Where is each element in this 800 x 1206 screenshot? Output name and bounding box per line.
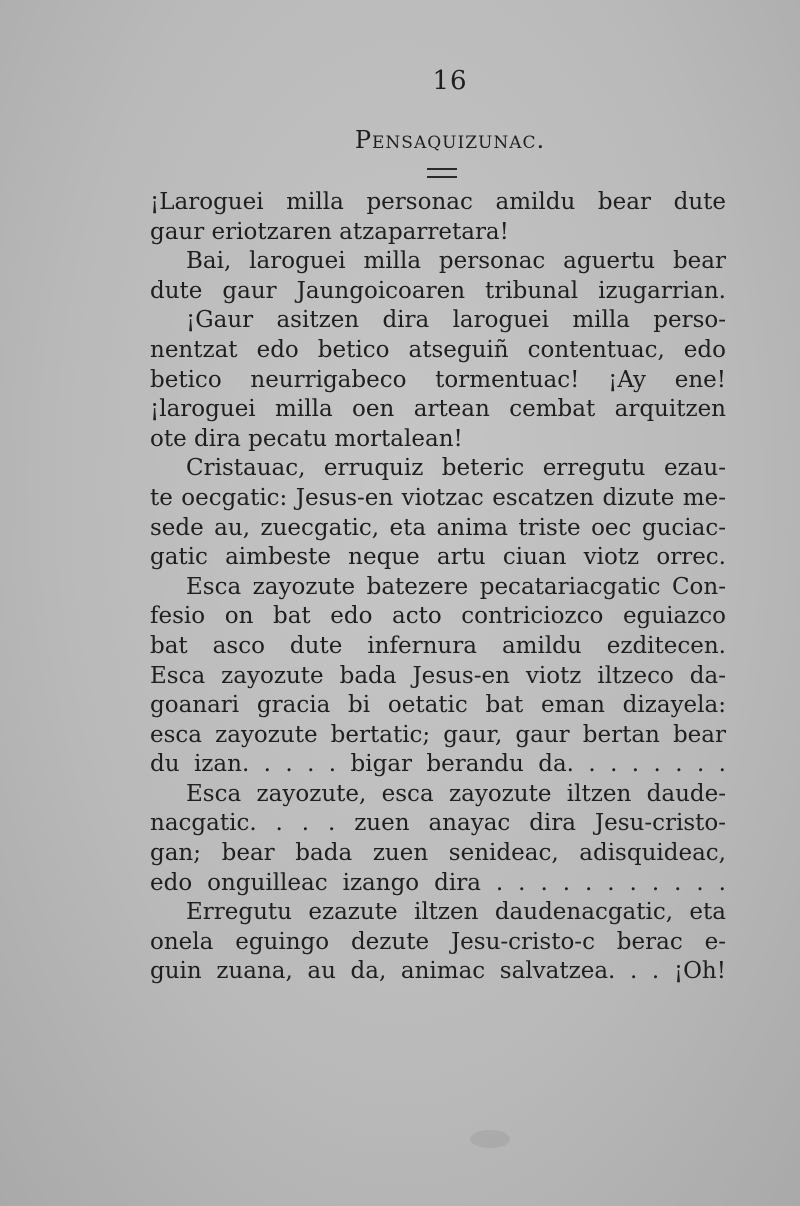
text-line: gaur eriotzaren atzaparretara! <box>150 218 509 245</box>
text-line: gatic aimbeste neque artu ciuan viotz orrec. <box>150 544 726 571</box>
text-line: ¡Laroguei milla personac amildu bear dute <box>150 189 726 215</box>
text-line: ¡laroguei milla oen artean cembat arquitzen <box>150 396 726 423</box>
text-line: Bai, laroguei milla personac aguertu bear <box>186 248 726 275</box>
text-line: ¡Gaur asitzen dira laroguei milla perso- <box>186 307 726 334</box>
page-number: 16 <box>432 66 468 96</box>
text-line: gan; bear bada zuen senideac, adisquideac, <box>150 840 726 867</box>
text-line: guin zuana, au da, animac salvatzea. . . ¡Oh! <box>150 958 726 985</box>
text-line: nentzat edo betico atseguiñ contentuac, edo <box>150 336 726 363</box>
text-line: sede au, zuecgatic, eta anima triste oec guciac- <box>150 514 726 541</box>
section-title: Pensaquizunac. <box>354 126 546 154</box>
text-line: goanari gracia bi oetatic bat eman dizayela: <box>150 692 726 719</box>
text-line: Erregutu ezazute iltzen daudenacgatic, eta <box>186 899 726 926</box>
text-line: bat asco dute infernura amildu ezditecen. <box>150 632 726 659</box>
text-line: du izan. . . . . bigar berandu da. . . . . . . . <box>150 751 726 778</box>
title-double-rule <box>427 168 457 178</box>
text-line: fesio on bat edo acto contriciozco eguiazco <box>150 603 726 630</box>
text-line: Cristauac, erruquiz beteric erregutu ezau- <box>186 455 726 482</box>
text-line: te oecgatic: Jesus-en viotzac escatzen dizute me- <box>150 484 726 511</box>
text-line: esca zayozute bertatic; gaur, gaur bertan bear <box>150 721 726 748</box>
text-line: edo onguilleac izango dira . . . . . . . . . . . <box>150 869 726 896</box>
text-line: dute gaur Jaungoicoaren tribunal izugarrian. <box>150 277 726 304</box>
page-stain <box>470 1130 510 1148</box>
text-line: Esca zayozute, esca zayozute iltzen daude- <box>186 780 726 807</box>
text-line: onela eguingo dezute Jesu-cristo-c berac e- <box>150 928 726 955</box>
text-line: nacgatic. . . . zuen anayac dira Jesu-cristo- <box>150 810 726 837</box>
text-line: betico neurrigabeco tormentuac! ¡Ay ene! <box>150 366 726 393</box>
text-line: Esca zayozute batezere pecatariacgatic Con- <box>186 573 726 600</box>
text-line: Esca zayozute bada Jesus-en viotz iltzeco da- <box>150 662 726 689</box>
text-line: ote dira pecatu mortalean! <box>150 425 463 452</box>
body-text <box>150 188 726 987</box>
